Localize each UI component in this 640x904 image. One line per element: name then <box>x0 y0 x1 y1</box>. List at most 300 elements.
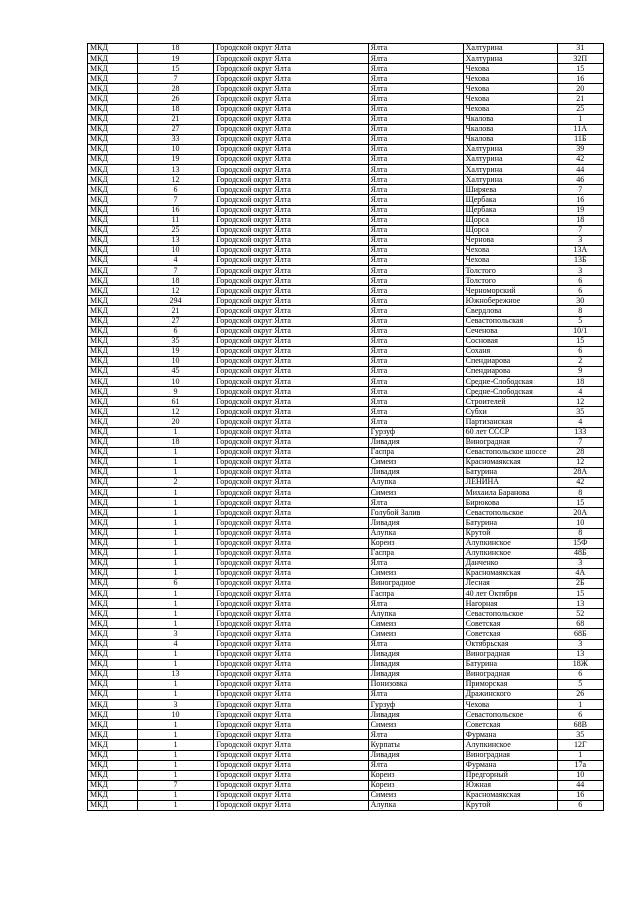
district-cell: Городской округ Ялта <box>214 245 368 255</box>
locality-cell: Ялта <box>368 74 463 84</box>
street-cell: Батурина <box>463 659 557 669</box>
count-cell: 28 <box>137 84 214 94</box>
street-cell: Строителей <box>463 397 557 407</box>
district-cell: Городской округ Ялта <box>214 367 368 377</box>
house-number-cell: 6 <box>557 710 603 720</box>
table-row <box>88 175 604 185</box>
house-number-cell: 8 <box>557 528 603 538</box>
count-cell: 12 <box>137 175 214 185</box>
count-cell: 294 <box>137 296 214 306</box>
house-number-cell: 4А <box>557 568 603 578</box>
count-cell: 18 <box>137 276 214 286</box>
locality-cell: Гурзуф <box>368 427 463 437</box>
object-type-cell: МКД <box>88 255 138 265</box>
street-cell: Виноградная <box>463 437 557 447</box>
house-number-cell: 32П <box>557 54 603 64</box>
count-cell: 1 <box>137 679 214 689</box>
table-row <box>88 669 604 679</box>
street-cell: Севастопольское <box>463 609 557 619</box>
house-number-cell: 10/1 <box>557 326 603 336</box>
street-cell: Свердлова <box>463 306 557 316</box>
house-number-cell: 42 <box>557 155 603 165</box>
house-number-cell: 18Ж <box>557 659 603 669</box>
locality-cell: Ялта <box>368 367 463 377</box>
object-type-cell: МКД <box>88 215 138 225</box>
count-cell: 35 <box>137 336 214 346</box>
district-cell: Городской округ Ялта <box>214 659 368 669</box>
table-row <box>88 760 604 770</box>
table-row <box>88 276 604 286</box>
district-cell: Городской округ Ялта <box>214 730 368 740</box>
locality-cell: Ялта <box>368 114 463 124</box>
table-row <box>88 306 604 316</box>
locality-cell: Ялта <box>368 397 463 407</box>
count-cell: 1 <box>137 801 214 811</box>
object-type-cell: МКД <box>88 710 138 720</box>
object-type-cell: МКД <box>88 478 138 488</box>
street-cell: Советская <box>463 629 557 639</box>
count-cell: 1 <box>137 649 214 659</box>
locality-cell: Ялта <box>368 235 463 245</box>
street-cell: Средне-Слободская <box>463 387 557 397</box>
house-number-cell: 3 <box>557 235 603 245</box>
locality-cell: Ялта <box>368 316 463 326</box>
table-row <box>88 104 604 114</box>
street-cell: Дражинского <box>463 690 557 700</box>
object-type-cell: МКД <box>88 437 138 447</box>
object-type-cell: МКД <box>88 326 138 336</box>
count-cell: 4 <box>137 255 214 265</box>
house-number-cell: 28А <box>557 467 603 477</box>
count-cell: 1 <box>137 538 214 548</box>
table-row <box>88 245 604 255</box>
object-type-cell: МКД <box>88 568 138 578</box>
object-type-cell: МКД <box>88 54 138 64</box>
street-cell: Чкалова <box>463 134 557 144</box>
house-number-cell: 35 <box>557 407 603 417</box>
object-type-cell: МКД <box>88 518 138 528</box>
object-type-cell: МКД <box>88 447 138 457</box>
count-cell: 10 <box>137 356 214 366</box>
house-number-cell: 11А <box>557 124 603 134</box>
district-cell: Городской округ Ялта <box>214 286 368 296</box>
house-number-cell: 2 <box>557 356 603 366</box>
district-cell: Городской округ Ялта <box>214 296 368 306</box>
table-row <box>88 165 604 175</box>
district-cell: Городской округ Ялта <box>214 175 368 185</box>
count-cell: 21 <box>137 306 214 316</box>
district-cell: Городской округ Ялта <box>214 407 368 417</box>
housing-table-body <box>88 44 604 811</box>
district-cell: Городской округ Ялта <box>214 679 368 689</box>
locality-cell: Ялта <box>368 387 463 397</box>
house-number-cell: 7 <box>557 185 603 195</box>
district-cell: Городской округ Ялта <box>214 377 368 387</box>
count-cell: 13 <box>137 669 214 679</box>
street-cell: Черноморский <box>463 286 557 296</box>
district-cell: Городской округ Ялта <box>214 225 368 235</box>
street-cell: Севастопольская <box>463 316 557 326</box>
object-type-cell: МКД <box>88 245 138 255</box>
count-cell: 1 <box>137 488 214 498</box>
locality-cell: Ялта <box>368 730 463 740</box>
count-cell: 19 <box>137 54 214 64</box>
locality-cell: Ялта <box>368 296 463 306</box>
count-cell: 1 <box>137 599 214 609</box>
house-number-cell: 26 <box>557 690 603 700</box>
street-cell: Чкалова <box>463 124 557 134</box>
count-cell: 1 <box>137 589 214 599</box>
object-type-cell: МКД <box>88 296 138 306</box>
object-type-cell: МКД <box>88 104 138 114</box>
table-row <box>88 215 604 225</box>
street-cell: Щорса <box>463 215 557 225</box>
object-type-cell: МКД <box>88 558 138 568</box>
table-row <box>88 538 604 548</box>
locality-cell: Ливадия <box>368 649 463 659</box>
object-type-cell: МКД <box>88 397 138 407</box>
district-cell: Городской округ Ялта <box>214 589 368 599</box>
street-cell: Чкалова <box>463 114 557 124</box>
count-cell: 10 <box>137 377 214 387</box>
count-cell: 1 <box>137 568 214 578</box>
table-row <box>88 619 604 629</box>
house-number-cell: 15Ф <box>557 538 603 548</box>
table-row <box>88 64 604 74</box>
table-row <box>88 397 604 407</box>
count-cell: 1 <box>137 790 214 800</box>
street-cell: Октябрьская <box>463 639 557 649</box>
district-cell: Городской округ Ялта <box>214 144 368 154</box>
count-cell: 7 <box>137 266 214 276</box>
table-row <box>88 437 604 447</box>
table-row <box>88 508 604 518</box>
district-cell: Городской округ Ялта <box>214 700 368 710</box>
locality-cell: Ялта <box>368 286 463 296</box>
locality-cell: Ялта <box>368 266 463 276</box>
district-cell: Городской округ Ялта <box>214 427 368 437</box>
street-cell: Толстого <box>463 266 557 276</box>
table-row <box>88 235 604 245</box>
house-number-cell: 25 <box>557 104 603 114</box>
object-type-cell: МКД <box>88 195 138 205</box>
object-type-cell: МКД <box>88 780 138 790</box>
district-cell: Городской округ Ялта <box>214 639 368 649</box>
table-row <box>88 679 604 689</box>
district-cell: Городской округ Ялта <box>214 195 368 205</box>
street-cell: Чехова <box>463 245 557 255</box>
street-cell: Бирюкова <box>463 498 557 508</box>
street-cell: Спендиарова <box>463 356 557 366</box>
street-cell: Виноградная <box>463 649 557 659</box>
object-type-cell: МКД <box>88 498 138 508</box>
street-cell: Нагорная <box>463 599 557 609</box>
locality-cell: Ливадия <box>368 710 463 720</box>
house-number-cell: 3 <box>557 266 603 276</box>
house-number-cell: 20А <box>557 508 603 518</box>
object-type-cell: МКД <box>88 639 138 649</box>
count-cell: 10 <box>137 710 214 720</box>
district-cell: Городской округ Ялта <box>214 619 368 629</box>
locality-cell: Ялта <box>368 498 463 508</box>
table-row <box>88 790 604 800</box>
house-number-cell: 52 <box>557 609 603 619</box>
street-cell: Халтурина <box>463 175 557 185</box>
house-number-cell: 10 <box>557 518 603 528</box>
object-type-cell: МКД <box>88 578 138 588</box>
object-type-cell: МКД <box>88 760 138 770</box>
table-row <box>88 296 604 306</box>
house-number-cell: 10 <box>557 770 603 780</box>
locality-cell: Симеиз <box>368 790 463 800</box>
house-number-cell: 15 <box>557 336 603 346</box>
table-row <box>88 498 604 508</box>
locality-cell: Гурзуф <box>368 700 463 710</box>
house-number-cell: 3 <box>557 558 603 568</box>
district-cell: Городской округ Ялта <box>214 185 368 195</box>
object-type-cell: МКД <box>88 114 138 124</box>
object-type-cell: МКД <box>88 488 138 498</box>
house-number-cell: 68 <box>557 619 603 629</box>
district-cell: Городской округ Ялта <box>214 437 368 447</box>
table-row <box>88 74 604 84</box>
count-cell: 9 <box>137 387 214 397</box>
street-cell: Крутой <box>463 528 557 538</box>
table-row <box>88 346 604 356</box>
table-row <box>88 780 604 790</box>
object-type-cell: МКД <box>88 124 138 134</box>
count-cell: 18 <box>137 437 214 447</box>
locality-cell: Ливадия <box>368 669 463 679</box>
district-cell: Городской округ Ялта <box>214 346 368 356</box>
district-cell: Городской округ Ялта <box>214 629 368 639</box>
locality-cell: Алупка <box>368 609 463 619</box>
locality-cell: Ливадия <box>368 437 463 447</box>
district-cell: Городской округ Ялта <box>214 538 368 548</box>
locality-cell: Курпаты <box>368 740 463 750</box>
locality-cell: Ялта <box>368 356 463 366</box>
table-row <box>88 690 604 700</box>
district-cell: Городской округ Ялта <box>214 387 368 397</box>
object-type-cell: МКД <box>88 457 138 467</box>
district-cell: Городской округ Ялта <box>214 780 368 790</box>
locality-cell: Ливадия <box>368 750 463 760</box>
street-cell: Алупкинское <box>463 538 557 548</box>
locality-cell: Ялта <box>368 205 463 215</box>
count-cell: 45 <box>137 367 214 377</box>
street-cell: Щербака <box>463 205 557 215</box>
street-cell: Чехова <box>463 64 557 74</box>
count-cell: 1 <box>137 740 214 750</box>
street-cell: Батурина <box>463 467 557 477</box>
table-row <box>88 94 604 104</box>
locality-cell: Ялта <box>368 155 463 165</box>
street-cell: Чехова <box>463 94 557 104</box>
object-type-cell: МКД <box>88 266 138 276</box>
count-cell: 1 <box>137 467 214 477</box>
district-cell: Городской округ Ялта <box>214 44 368 54</box>
table-row <box>88 528 604 538</box>
house-number-cell: 8 <box>557 488 603 498</box>
house-number-cell: 21 <box>557 94 603 104</box>
table-row <box>88 710 604 720</box>
street-cell: Халтурина <box>463 155 557 165</box>
district-cell: Городской округ Ялта <box>214 790 368 800</box>
street-cell: Севастопольское <box>463 710 557 720</box>
table-row <box>88 558 604 568</box>
district-cell: Городской округ Ялта <box>214 356 368 366</box>
street-cell: Халтурина <box>463 54 557 64</box>
district-cell: Городской округ Ялта <box>214 599 368 609</box>
locality-cell: Ялта <box>368 245 463 255</box>
count-cell: 33 <box>137 134 214 144</box>
district-cell: Городской округ Ялта <box>214 518 368 528</box>
street-cell: Чехова <box>463 104 557 114</box>
street-cell: Предгорный <box>463 770 557 780</box>
district-cell: Городской округ Ялта <box>214 528 368 538</box>
table-row <box>88 377 604 387</box>
house-number-cell: 7 <box>557 437 603 447</box>
housing-table <box>87 43 604 811</box>
district-cell: Городской округ Ялта <box>214 155 368 165</box>
district-cell: Городской округ Ялта <box>214 478 368 488</box>
table-row <box>88 478 604 488</box>
district-cell: Городской округ Ялта <box>214 84 368 94</box>
object-type-cell: МКД <box>88 508 138 518</box>
street-cell: Виноградная <box>463 669 557 679</box>
count-cell: 1 <box>137 498 214 508</box>
object-type-cell: МКД <box>88 84 138 94</box>
house-number-cell: 19 <box>557 205 603 215</box>
count-cell: 1 <box>137 558 214 568</box>
count-cell: 1 <box>137 619 214 629</box>
street-cell: Лесная <box>463 578 557 588</box>
locality-cell: Ялта <box>368 64 463 74</box>
object-type-cell: МКД <box>88 74 138 84</box>
house-number-cell: 16 <box>557 790 603 800</box>
table-row <box>88 185 604 195</box>
count-cell: 16 <box>137 205 214 215</box>
count-cell: 6 <box>137 578 214 588</box>
house-number-cell: 68Б <box>557 629 603 639</box>
house-number-cell: 9 <box>557 367 603 377</box>
object-type-cell: МКД <box>88 276 138 286</box>
table-row <box>88 659 604 669</box>
house-number-cell: 8 <box>557 306 603 316</box>
street-cell: ЛЕНИНА <box>463 478 557 488</box>
district-cell: Городской округ Ялта <box>214 669 368 679</box>
object-type-cell: МКД <box>88 790 138 800</box>
count-cell: 4 <box>137 639 214 649</box>
street-cell: Советская <box>463 720 557 730</box>
object-type-cell: МКД <box>88 336 138 346</box>
district-cell: Городской округ Ялта <box>214 316 368 326</box>
table-row <box>88 801 604 811</box>
object-type-cell: МКД <box>88 165 138 175</box>
street-cell: Данченко <box>463 558 557 568</box>
count-cell: 12 <box>137 286 214 296</box>
object-type-cell: МКД <box>88 538 138 548</box>
count-cell: 10 <box>137 245 214 255</box>
locality-cell: Ялта <box>368 336 463 346</box>
locality-cell: Ливадия <box>368 467 463 477</box>
locality-cell: Ялта <box>368 760 463 770</box>
house-number-cell: 35 <box>557 730 603 740</box>
locality-cell: Гаспра <box>368 447 463 457</box>
count-cell: 19 <box>137 346 214 356</box>
house-number-cell: 44 <box>557 165 603 175</box>
house-number-cell: 17а <box>557 760 603 770</box>
object-type-cell: МКД <box>88 235 138 245</box>
table-row <box>88 155 604 165</box>
locality-cell: Ялта <box>368 124 463 134</box>
table-row <box>88 266 604 276</box>
locality-cell: Ялта <box>368 84 463 94</box>
house-number-cell: 18 <box>557 215 603 225</box>
locality-cell: Ялта <box>368 215 463 225</box>
district-cell: Городской округ Ялта <box>214 276 368 286</box>
house-number-cell: 133 <box>557 427 603 437</box>
object-type-cell: МКД <box>88 589 138 599</box>
table-row <box>88 488 604 498</box>
house-number-cell: 13А <box>557 245 603 255</box>
count-cell: 1 <box>137 770 214 780</box>
district-cell: Городской округ Ялта <box>214 336 368 346</box>
object-type-cell: МКД <box>88 669 138 679</box>
table-row <box>88 427 604 437</box>
district-cell: Городской округ Ялта <box>214 760 368 770</box>
street-cell: Сеченова <box>463 326 557 336</box>
district-cell: Городской округ Ялта <box>214 578 368 588</box>
house-number-cell: 4 <box>557 387 603 397</box>
street-cell: Ширяева <box>463 185 557 195</box>
district-cell: Городской округ Ялта <box>214 74 368 84</box>
street-cell: Красномаякская <box>463 568 557 578</box>
count-cell: 27 <box>137 124 214 134</box>
table-row <box>88 356 604 366</box>
table-row <box>88 326 604 336</box>
count-cell: 3 <box>137 629 214 639</box>
district-cell: Городской округ Ялта <box>214 498 368 508</box>
street-cell: Красномаякская <box>463 457 557 467</box>
table-row <box>88 609 604 619</box>
table-row <box>88 114 604 124</box>
house-number-cell: 20 <box>557 84 603 94</box>
table-row <box>88 84 604 94</box>
table-row <box>88 518 604 528</box>
table-row <box>88 124 604 134</box>
object-type-cell: МКД <box>88 548 138 558</box>
district-cell: Городской округ Ялта <box>214 235 368 245</box>
count-cell: 12 <box>137 407 214 417</box>
table-row <box>88 417 604 427</box>
street-cell: Щербака <box>463 195 557 205</box>
street-cell: Южнобережное <box>463 296 557 306</box>
count-cell: 1 <box>137 659 214 669</box>
table-row <box>88 649 604 659</box>
count-cell: 15 <box>137 64 214 74</box>
district-cell: Городской округ Ялта <box>214 417 368 427</box>
street-cell: Партизанская <box>463 417 557 427</box>
count-cell: 1 <box>137 720 214 730</box>
house-number-cell: 6 <box>557 801 603 811</box>
house-number-cell: 15 <box>557 589 603 599</box>
locality-cell: Ялта <box>368 255 463 265</box>
house-number-cell: 15 <box>557 64 603 74</box>
district-cell: Городской округ Ялта <box>214 215 368 225</box>
locality-cell: Симеиз <box>368 629 463 639</box>
house-number-cell: 13 <box>557 599 603 609</box>
